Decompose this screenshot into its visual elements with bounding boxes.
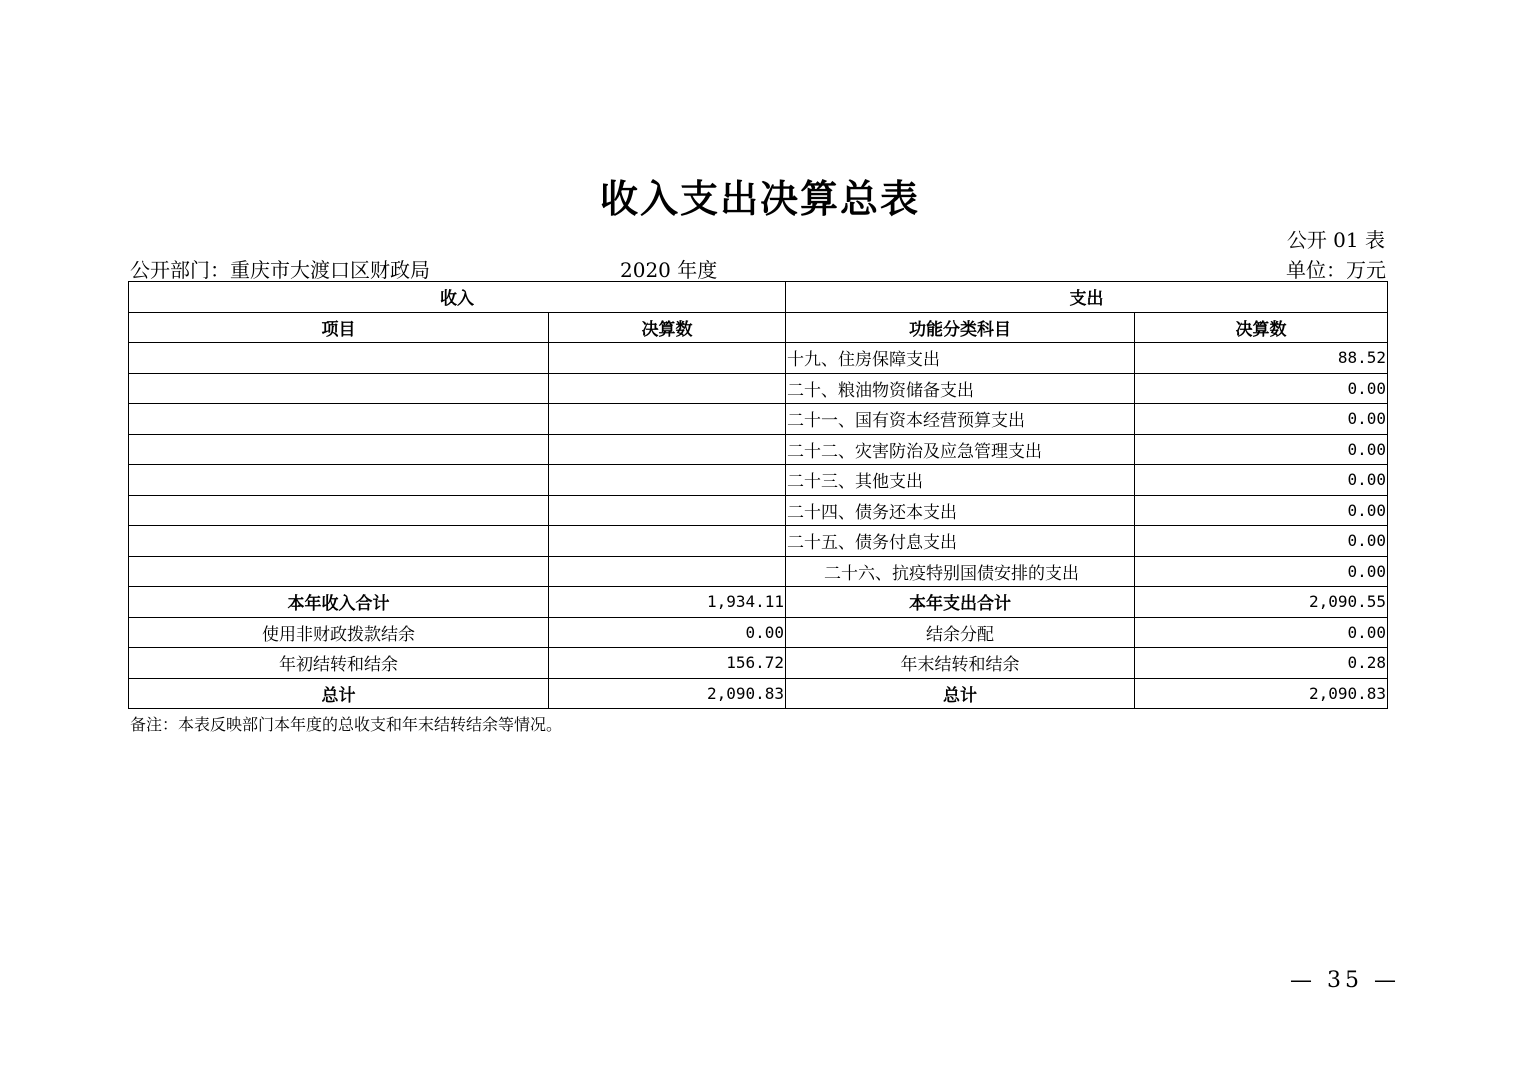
income-total-label: 本年收入合计 [129, 587, 549, 618]
table-header-row-2 [129, 312, 1388, 343]
expense-amount-cell: 0.00 [1135, 526, 1388, 557]
income-total-amount: 1,934.11 [549, 587, 786, 618]
expense-category-cell: 二十五、债务付息支出 [786, 526, 1135, 557]
income-grand-total-amount: 2,090.83 [549, 678, 786, 709]
expense-amount-cell: 88.52 [1135, 343, 1388, 374]
income-item-cell [129, 526, 549, 557]
opening-carryover-amount: 156.72 [549, 648, 786, 679]
table-row [129, 465, 1388, 496]
table-row [129, 526, 1388, 557]
expense-amount-cell: 0.00 [1135, 495, 1388, 526]
table-row [129, 495, 1388, 526]
income-amount-cell [549, 343, 786, 374]
income-item-cell [129, 343, 549, 374]
expense-total-amount: 2,090.55 [1135, 587, 1388, 618]
income-amount-cell [549, 404, 786, 435]
table-row [129, 373, 1388, 404]
meta-row [130, 254, 1386, 280]
page-number: — 35 — [1290, 968, 1400, 993]
expense-amount-cell: 0.00 [1135, 556, 1388, 587]
income-amount-cell [549, 373, 786, 404]
expense-category-cell: 二十三、其他支出 [786, 465, 1135, 496]
expense-amount-cell: 0.00 [1135, 404, 1388, 435]
table-header-row-1 [129, 282, 1388, 313]
income-item-cell [129, 465, 549, 496]
balance-distribution-amount: 0.00 [1135, 617, 1388, 648]
table-row [129, 404, 1388, 435]
opening-carryover-label: 年初结转和结余 [129, 648, 549, 679]
expense-category-cell: 二十、粮油物资储备支出 [786, 373, 1135, 404]
expense-amount-cell: 0.00 [1135, 373, 1388, 404]
expense-category-cell: 二十四、债务还本支出 [786, 495, 1135, 526]
table-number: 公开 01 表 [1286, 228, 1385, 252]
expense-total-label: 本年支出合计 [786, 587, 1135, 618]
expense-category-cell: 十九、住房保障支出 [786, 343, 1135, 374]
summary-row-grand-total [129, 678, 1388, 709]
expense-category-cell: 二十二、灾害防治及应急管理支出 [786, 434, 1135, 465]
category-column-header: 功能分类科目 [786, 312, 1135, 343]
page-title: 收入支出决算总表 [599, 177, 920, 221]
department-label: 公开部门：重庆市大渡口区财政局 [130, 258, 430, 282]
income-amount-cell [549, 556, 786, 587]
non-fiscal-balance-label: 使用非财政拨款结余 [129, 617, 549, 648]
table-row [129, 556, 1388, 587]
income-item-cell [129, 404, 549, 435]
income-grand-total-label: 总计 [129, 678, 549, 709]
balance-distribution-label: 结余分配 [786, 617, 1135, 648]
expense-grand-total-amount: 2,090.83 [1135, 678, 1388, 709]
income-item-cell [129, 556, 549, 587]
income-amount-cell [549, 465, 786, 496]
table-note: 备注：本表反映部门本年度的总收支和年末结转结余等情况。 [130, 715, 563, 734]
summary-row-carryover [129, 648, 1388, 679]
summary-row-balance [129, 617, 1388, 648]
unit-label: 单位：万元 [1286, 258, 1386, 282]
income-expense-table [128, 281, 1388, 709]
table-row [129, 343, 1388, 374]
income-item-cell [129, 373, 549, 404]
non-fiscal-balance-amount: 0.00 [549, 617, 786, 648]
expense-grand-total-label: 总计 [786, 678, 1135, 709]
closing-carryover-amount: 0.28 [1135, 648, 1388, 679]
item-column-header: 项目 [129, 312, 549, 343]
closing-carryover-label: 年末结转和结余 [786, 648, 1135, 679]
amount-column-header: 决算数 [549, 312, 786, 343]
expense-category-cell: 二十六、抗疫特别国债安排的支出 [786, 556, 1135, 587]
expense-amount-cell: 0.00 [1135, 434, 1388, 465]
income-amount-cell [549, 495, 786, 526]
table-row [129, 434, 1388, 465]
expense-header: 支出 [786, 282, 1388, 313]
income-item-cell [129, 434, 549, 465]
income-item-cell [129, 495, 549, 526]
income-amount-cell [549, 526, 786, 557]
year-label: 2020 年度 [620, 258, 718, 282]
income-header: 收入 [129, 282, 786, 313]
expense-category-cell: 二十一、国有资本经营预算支出 [786, 404, 1135, 435]
summary-row-total-year [129, 587, 1388, 618]
amount2-column-header: 决算数 [1135, 312, 1388, 343]
expense-amount-cell: 0.00 [1135, 465, 1388, 496]
income-amount-cell [549, 434, 786, 465]
